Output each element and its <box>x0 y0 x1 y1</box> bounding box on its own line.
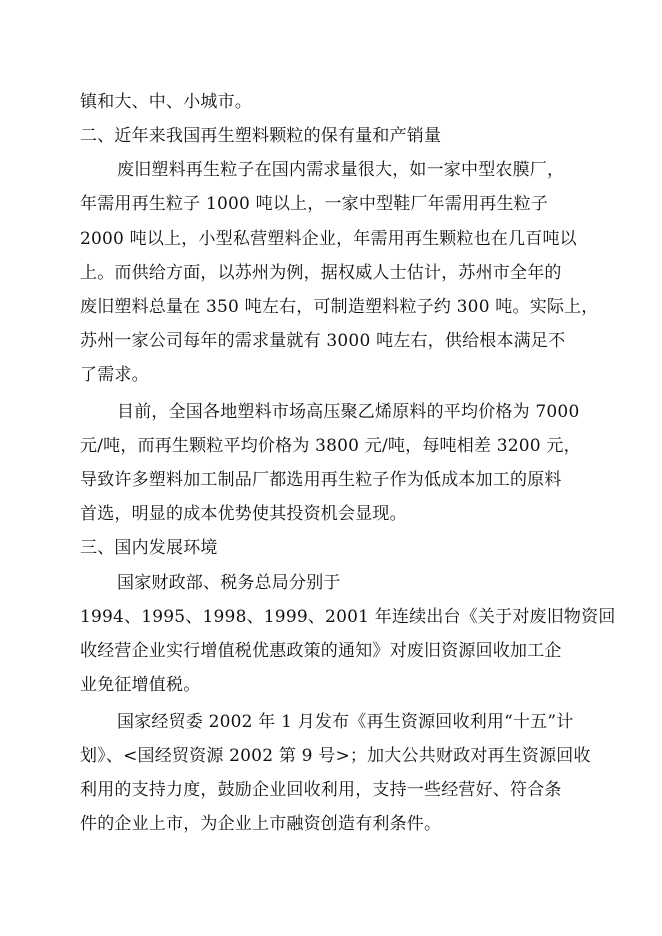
paragraph-line: 上。而供给方面，以苏州为例，据权威人士估计，苏州市全年的 <box>80 263 562 283</box>
paragraph-line: 元/吨，而再生颗粒平均价格为 3800 元/吨，每吨相差 3200 元， <box>80 436 581 456</box>
paragraph-line: 年需用再生粒子 1000 吨以上，一家中型鞋厂年需用再生粒子 <box>80 194 549 214</box>
paragraph-line: 首选，明显的成本优势使其投资机会显现。 <box>80 504 407 524</box>
paragraph-line: 了需求。 <box>80 365 149 385</box>
section-heading: 三、国内发展环境 <box>80 538 218 558</box>
paragraph-line: 目前，全国各地塑料市场高压聚乙烯原料的平均价格为 7000 <box>117 402 580 422</box>
paragraph-line: 国家经贸委 2002 年 1 月发布《再生资源回收利用“十五”计 <box>117 712 574 732</box>
paragraph-line: 废旧塑料再生粒子在国内需求量很大，如一家中型农膜厂， <box>117 160 565 180</box>
section-heading: 二、近年来我国再生塑料颗粒的保有量和产销量 <box>80 126 442 146</box>
paragraph-line: 收经营企业实行增值税优惠政策的通知》对废旧资源回收加工企 <box>80 641 562 661</box>
paragraph-line: 废旧塑料总量在 350 吨左右，可制造塑料粒子约 300 吨。实际上， <box>80 297 599 317</box>
paragraph-line: 划》、<国经贸资源 2002 第 9 号>；加大公共财政对再生资源回收 <box>80 746 591 766</box>
paragraph-line: 利用的支持力度，鼓励企业回收利用，支持一些经营好、符合条 <box>80 780 562 800</box>
paragraph-line: 业免征增值税。 <box>80 675 201 695</box>
paragraph-line: 导致许多塑料加工制品厂都选用再生粒子作为低成本加工的原料 <box>80 470 562 490</box>
paragraph-line: 件的企业上市，为企业上市融资创造有利条件。 <box>80 814 442 834</box>
paragraph-line: 苏州一家公司每年的需求量就有 3000 吨左右，供给根本满足不 <box>80 331 566 351</box>
paragraph-line: 国家财政部、税务总局分别于 <box>117 573 341 593</box>
paragraph-line: 1994、1995、1998、1999、2001 年连续出台《关于对废旧物资回 <box>80 607 616 627</box>
paragraph-line: 2000 吨以上，小型私营塑料企业，年需用再生颗粒也在几百吨以 <box>80 229 577 249</box>
paragraph-line: 镇和大、中、小城市。 <box>80 92 252 112</box>
